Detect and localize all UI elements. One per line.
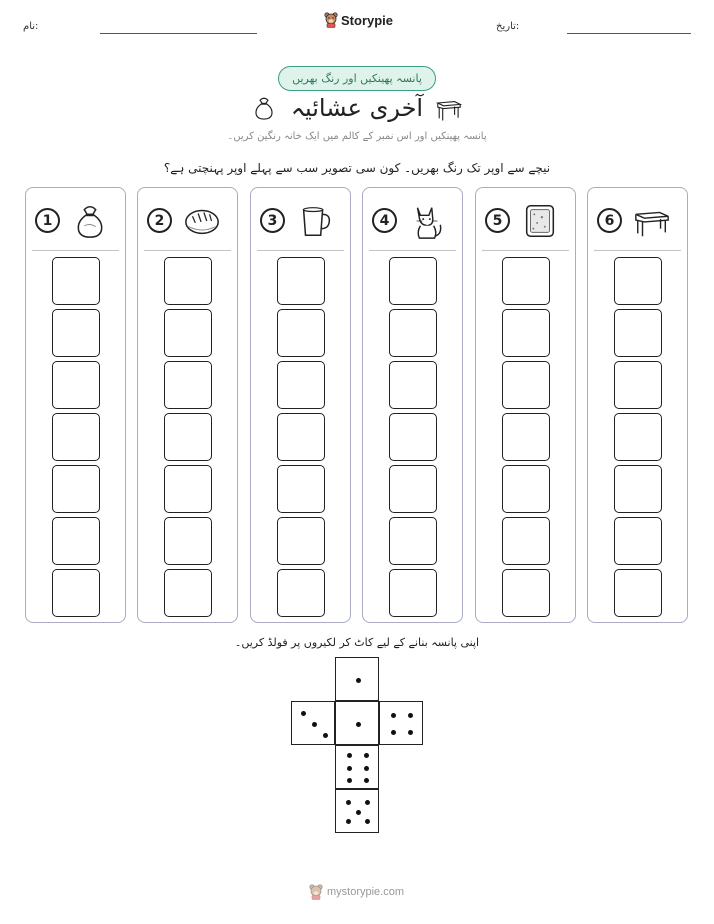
coloring-cell[interactable]: [52, 361, 100, 409]
coloring-cell[interactable]: [164, 361, 212, 409]
bread-icon: [182, 202, 222, 240]
coloring-cell[interactable]: [389, 413, 437, 461]
coloring-cell[interactable]: [502, 569, 550, 617]
column-number: 1: [35, 208, 60, 233]
coloring-cell[interactable]: [277, 413, 325, 461]
footer: [309, 884, 404, 900]
table-icon: [434, 96, 464, 124]
coloring-cell[interactable]: [502, 309, 550, 357]
die-pip: [391, 713, 396, 718]
die-pip: [356, 678, 361, 683]
coloring-cell[interactable]: [614, 257, 662, 305]
coloring-cell[interactable]: [52, 517, 100, 565]
coloring-cell[interactable]: [389, 309, 437, 357]
brand-logo: [324, 12, 393, 28]
column-header: [588, 188, 687, 250]
name-label: نام:: [23, 21, 39, 32]
die-pip: [408, 713, 413, 718]
name-line[interactable]: [100, 33, 257, 34]
die-instruction: اپنی پانسہ بنانے کے لیے کاٹ کر لکیروں پر فولڈ کریں۔: [234, 636, 480, 649]
coloring-cell[interactable]: [277, 569, 325, 617]
coloring-cell[interactable]: [502, 517, 550, 565]
cup-icon: [295, 202, 335, 240]
die-pip: [346, 819, 351, 824]
cat-icon: [407, 202, 447, 240]
coloring-cell[interactable]: [277, 517, 325, 565]
column-1: [25, 187, 126, 623]
die-pip: [323, 733, 328, 738]
die-pip: [346, 800, 351, 805]
column-divider: [32, 250, 119, 251]
die-face-1: [335, 701, 379, 745]
column-number: 4: [372, 208, 397, 233]
column-header: [363, 188, 462, 250]
coloring-cell[interactable]: [164, 257, 212, 305]
coloring-cell[interactable]: [277, 465, 325, 513]
footer-site: mystorypie.com: [327, 886, 405, 898]
column-number: 5: [485, 208, 510, 233]
column-number: 2: [147, 208, 172, 233]
coloring-cell[interactable]: [164, 465, 212, 513]
coloring-cell[interactable]: [502, 361, 550, 409]
die-pip: [356, 722, 361, 727]
column-header: [138, 188, 237, 250]
column-divider: [369, 250, 456, 251]
game-type-badge: پانسہ پھینکیں اور رنگ بھریں: [278, 66, 436, 91]
coloring-cell[interactable]: [164, 517, 212, 565]
coloring-cell[interactable]: [502, 465, 550, 513]
die-face-5: [335, 789, 379, 833]
bear-mascot-icon: [309, 884, 323, 900]
die-pip: [364, 766, 369, 771]
die-face-1: [335, 657, 379, 701]
coloring-cell[interactable]: [614, 361, 662, 409]
die-pip: [312, 722, 317, 727]
coloring-cell[interactable]: [164, 569, 212, 617]
column-header: [476, 188, 575, 250]
coloring-cell[interactable]: [502, 257, 550, 305]
die-face-3: [291, 701, 335, 745]
column-divider: [257, 250, 344, 251]
coloring-cell[interactable]: [389, 361, 437, 409]
coloring-cell[interactable]: [614, 465, 662, 513]
die-pip: [364, 778, 369, 783]
coloring-cell[interactable]: [52, 569, 100, 617]
column-divider: [144, 250, 231, 251]
column-5: [475, 187, 576, 623]
die-pip: [391, 730, 396, 735]
coloring-cell[interactable]: [277, 257, 325, 305]
column-4: [362, 187, 463, 623]
die-pip: [408, 730, 413, 735]
brand-name: Storypie: [341, 12, 394, 28]
money-bag-icon: [70, 202, 110, 240]
coloring-cell[interactable]: [614, 413, 662, 461]
coloring-cell[interactable]: [389, 517, 437, 565]
coloring-cell[interactable]: [164, 309, 212, 357]
column-6: [587, 187, 688, 623]
coloring-cell[interactable]: [389, 257, 437, 305]
coloring-cell[interactable]: [614, 517, 662, 565]
die-pip: [347, 778, 352, 783]
coloring-cell[interactable]: [52, 257, 100, 305]
column-number: 3: [260, 208, 285, 233]
bear-mascot-icon: [324, 12, 338, 28]
page-subtitle: پانسہ پھینکیں اور اس نمبر کے کالم میں ایک خانہ رنگین کریں۔: [227, 131, 487, 142]
column-2: [137, 187, 238, 623]
column-header: [26, 188, 125, 250]
coloring-cell[interactable]: [52, 309, 100, 357]
die-face-6: [335, 745, 379, 789]
coloring-cell[interactable]: [164, 413, 212, 461]
coloring-cell[interactable]: [277, 361, 325, 409]
coloring-cell[interactable]: [389, 465, 437, 513]
coloring-cell[interactable]: [277, 309, 325, 357]
sponge-cake-icon: [520, 202, 560, 240]
die-face-4: [379, 701, 423, 745]
date-line[interactable]: [567, 33, 691, 34]
coloring-cell[interactable]: [389, 569, 437, 617]
column-divider: [594, 250, 681, 251]
coloring-cell[interactable]: [502, 413, 550, 461]
coloring-cell[interactable]: [52, 413, 100, 461]
coloring-cell[interactable]: [614, 569, 662, 617]
column-3: [250, 187, 351, 623]
die-pip: [301, 711, 306, 716]
die-pip: [365, 800, 370, 805]
coloring-cell[interactable]: [614, 309, 662, 357]
page-title: آخری عشائیہ: [290, 94, 424, 122]
die-pip: [347, 766, 352, 771]
die-pip: [356, 810, 361, 815]
die-pip: [347, 753, 352, 758]
date-label: تاریخ:: [496, 21, 520, 32]
column-number: 6: [597, 208, 622, 233]
column-header: [251, 188, 350, 250]
die-pip: [365, 819, 370, 824]
coloring-cell[interactable]: [52, 465, 100, 513]
table-icon: [632, 202, 672, 240]
column-divider: [482, 250, 569, 251]
die-pip: [364, 753, 369, 758]
game-question: نیچے سے اوپر تک رنگ بھریں۔ کون سی تصویر سب سے پہلے اوپر پہنچتی ہے؟: [163, 161, 551, 175]
